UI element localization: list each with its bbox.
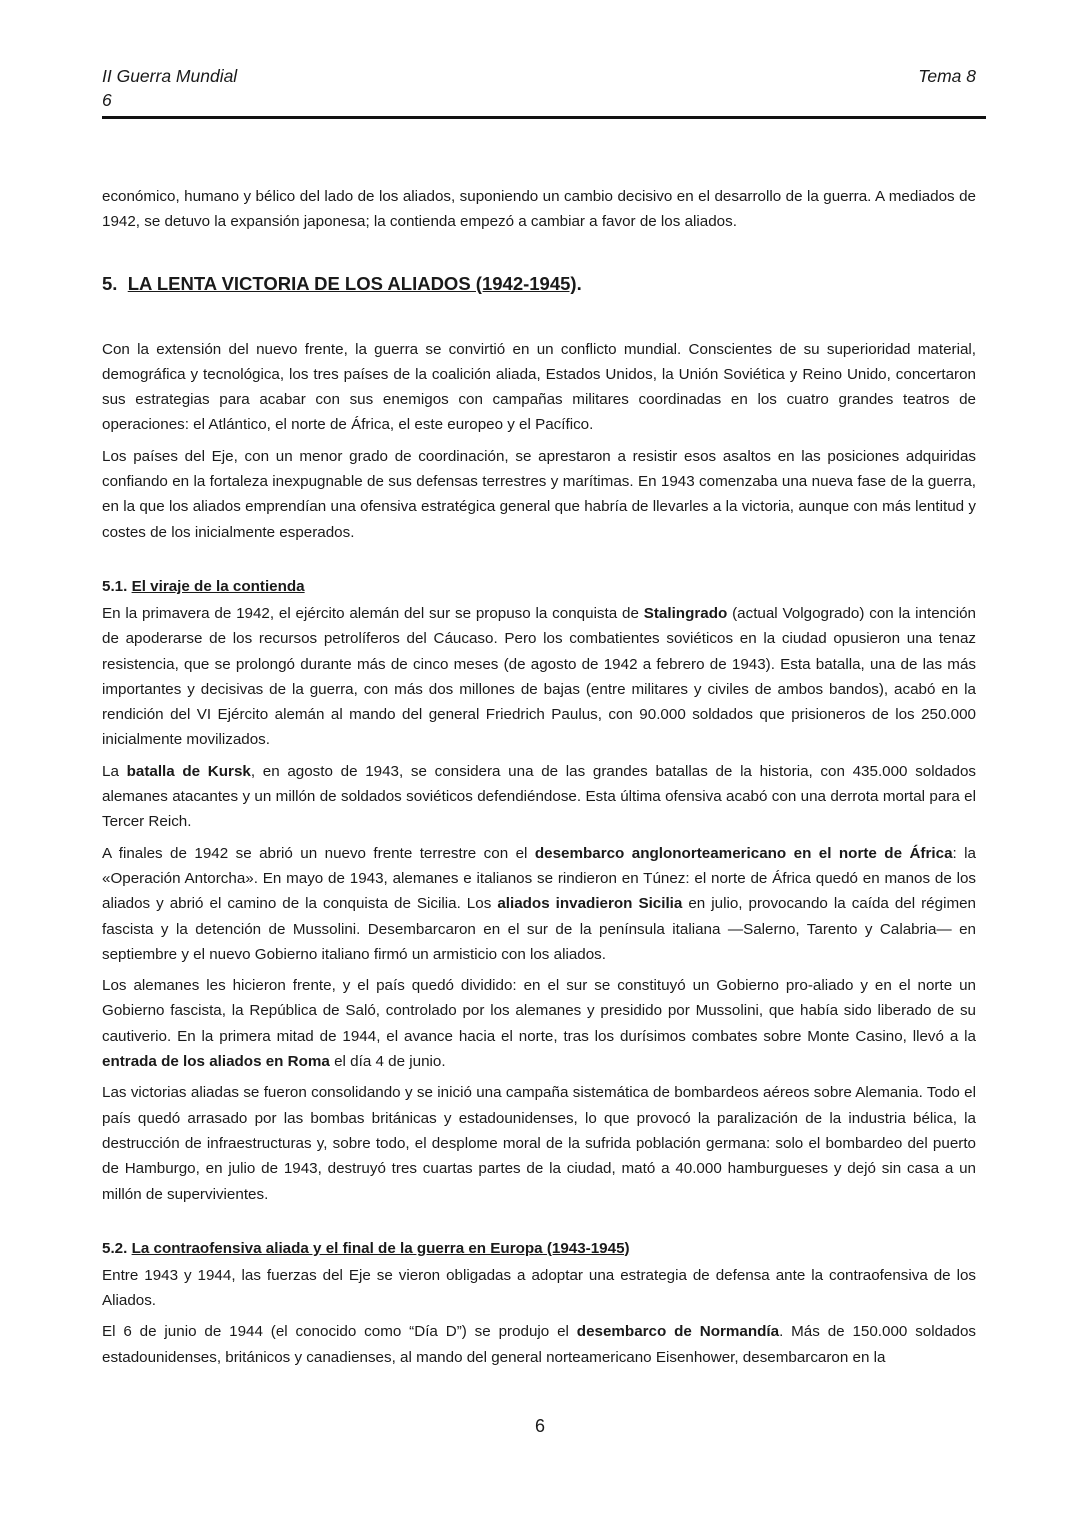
section-5-heading bbox=[102, 271, 976, 297]
section-5-title: LA LENTA VICTORIA DE LOS ALIADOS (1942-1945) bbox=[127, 272, 577, 294]
header-title: II Guerra Mundial bbox=[102, 66, 238, 86]
stalingrad-paragraph bbox=[102, 601, 976, 753]
bold-term: entrada de los aliados en Roma bbox=[102, 1053, 330, 1071]
page-number: 6 bbox=[534, 1416, 545, 1436]
header-rule bbox=[102, 116, 986, 119]
header-number: 6 bbox=[102, 90, 112, 110]
text-run: A finales de 1942 se abrió un nuevo frente terrestre con el bbox=[102, 844, 535, 862]
section-5-2-title: La contraofensiva aliada y el final de la guerra en Europa (1943-1945) bbox=[131, 1239, 630, 1257]
section-5-1-heading bbox=[102, 575, 976, 599]
text-run: , en agosto de 1943, se considera una de las grandes batallas de la historia, con 435.000 soldados alemanes atacantes y un millón de soldados soviéticos defendiéndose. Esta última ofensiva acabó con una derrota mortal para el Tercer Reich. bbox=[102, 762, 976, 831]
kursk-paragraph bbox=[102, 759, 976, 835]
page-header bbox=[102, 64, 986, 120]
bold-term: batalla de Kursk bbox=[126, 762, 251, 780]
section-5-paragraph-1: Con la extensión del nuevo frente, la guerra se convirtió en un conflicto mundial. Conscientes de su superioridad material, demográfica y tecnológica, los tres países de la coalición aliada, Estados Unidos, la Unión Soviética y Reino Unido, concertaron sus estrategias para acabar con sus enemigos con campañas militares coordinadas en los cuatro grandes teatros de operaciones: el Atlántico, el norte de África, el este europeo y el Pacífico. bbox=[102, 340, 976, 434]
bold-term: Stalingrado bbox=[643, 604, 728, 622]
text-run: El 6 de junio de 1944 (el conocido como “Día D”) se produjo el bbox=[102, 1323, 577, 1341]
text-run: (actual Volgogrado) con la intención de apoderarse de los recursos petrolíferos del Cáucaso. Pero los combatientes soviéticos en la ciudad opusieron una tenaz resistencia, que se prolongó durante más de cinco meses (de agosto de 1942 a febrero de 1943). Esta batalla, una de las más importantes y decisivas de la guerra, con más dos millones de bajas (entre militares y civiles de ambos bandos), acabó en la rendición del VI Ejército alemán al mando del general Friedrich Paulus, con 90.000 soldados que prisioneros de los 250.000 inicialmente movilizados. bbox=[102, 604, 976, 749]
section-5-title-end: . bbox=[576, 272, 582, 294]
section-5-1-number: 5.1. bbox=[102, 577, 128, 595]
header-topic: Tema 8 bbox=[918, 66, 976, 86]
bold-term: desembarco anglonorteamericano en el norte de África bbox=[534, 844, 953, 862]
bold-term: aliados invadieron Sicilia bbox=[497, 895, 683, 913]
section-5-2-number: 5.2. bbox=[102, 1239, 128, 1257]
normandy-paragraph bbox=[102, 1319, 976, 1370]
intro-paragraph: económico, humano y bélico del lado de los aliados, suponiendo un cambio decisivo en el desarrollo de la guerra. A mediados de 1942, se detuvo la expansión japonesa; la contienda empezó a cambiar a favor de los aliados. bbox=[102, 188, 976, 231]
section-5-1-title: El viraje de la contienda bbox=[131, 577, 305, 595]
text-run: En la primavera de 1942, el ejército alemán del sur se propuso la conquista de bbox=[102, 604, 644, 622]
italy-paragraph bbox=[102, 973, 976, 1074]
text-run: Los alemanes les hicieron frente, y el país quedó dividido: en el sur se constituyó un Gobierno pro-aliado y en el norte un Gobierno fascista, la República de Saló, controlado por los alemanes y presidido por Mussolini, que había sido liberado de su cautiverio. En la primera mitad de 1944, el avance hacia el norte, tras los durísimos combates sobre Monte Casino, llevó a la bbox=[102, 977, 976, 1045]
north-africa-paragraph bbox=[102, 841, 976, 967]
bold-term: desembarco de Normandía bbox=[576, 1323, 780, 1341]
section-5-2-paragraph-1: Entre 1943 y 1944, las fuerzas del Eje se vieron obligadas a adoptar una estrategia de defensa ante la contraofensiva de los Aliados. bbox=[102, 1266, 976, 1310]
bombing-paragraph: Las victorias aliadas se fueron consolidando y se inició una campaña sistemática de bombardeos aéreos sobre Alemania. Todo el país quedó arrasado por las bombas británicas y estadounidenses, lo que provocó la paralización de la industria bélica, la destrucción de infraestructuras y, sobre todo, el desplome moral de la sufrida población germana: solo el bombardeo del puerto de Hamburgo, en julio de 1943, destruyó tres cuartas partes de la ciudad, mató a 40.000 hamburgueses y dejó sin casa a un millón de supervivientes. bbox=[102, 1084, 976, 1203]
text-run: en julio, provocando la caída del régimen fascista y la detención de Mussolini. Desembarcaron en el sur de la península italiana —Salerno, Tarento y Calabria— en septiembre y el nuevo Gobierno italiano firmó un armisticio con los aliados. bbox=[102, 895, 976, 963]
text-run: . Más de 150.000 soldados estadounidenses, británicos y canadienses, al mando del general norteamericano Eisenhower, desembarcaron en la bbox=[102, 1323, 977, 1366]
section-5-2-heading bbox=[102, 1237, 976, 1261]
page-content bbox=[102, 184, 976, 1376]
header-left bbox=[102, 64, 237, 112]
text-run: el día 4 de junio. bbox=[329, 1053, 446, 1071]
section-5-paragraph-2: Los países del Eje, con un menor grado de coordinación, se aprestaron a resistir esos asaltos en las posiciones adquiridas confiando en la fortaleza inexpugnable de sus defensas terrestres y marítimas. En 1943 comenzaba una nueva fase de la guerra, en la que los aliados emprendían una ofensiva estratégica general que habría de llevarles a la victoria, aunque con más lentitud y costes de los inicialmente esperados. bbox=[102, 447, 976, 541]
section-5-number: 5. bbox=[102, 272, 118, 294]
text-run: La bbox=[102, 762, 127, 780]
text-run: : la «Operación Antorcha». En mayo de 1943, alemanes e italianos se rindieron en Túnez: el norte de África quedó en manos de los aliados y abrió el camino de la conquista de Sicilia. Los bbox=[102, 844, 976, 913]
